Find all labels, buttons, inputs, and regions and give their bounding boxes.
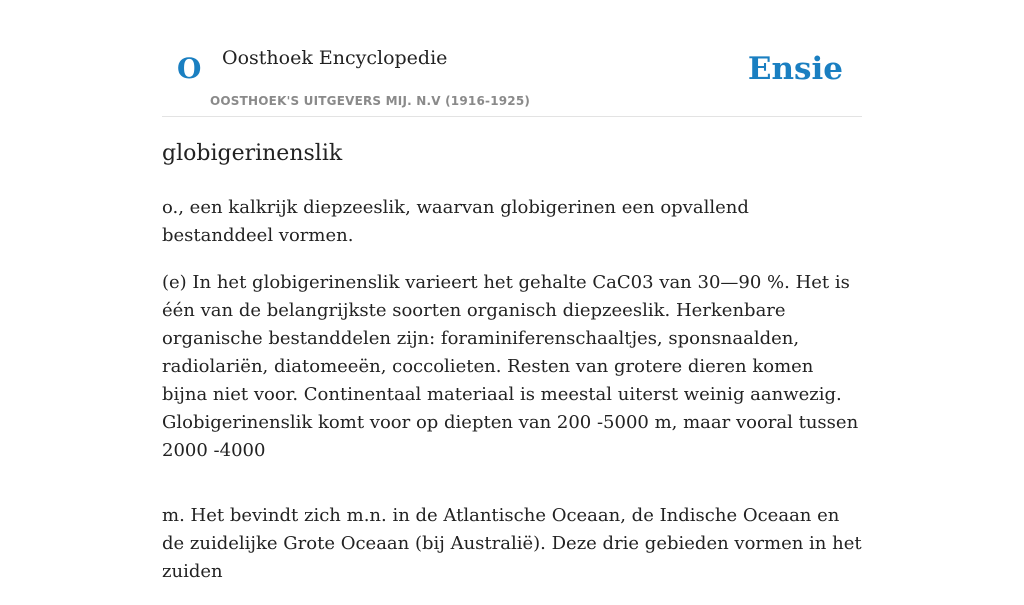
- article-paragraph-definition: o., een kalkrijk diepzeeslik, waarvan globigerinen een opvallend bestanddeel vormen.: [162, 197, 749, 246]
- article-headword: globigerinenslik: [162, 141, 343, 166]
- article-paragraph-details: (e) In het globigerinenslik varieert het gehalte CaC03 van 30—90 %. Het is één van de belangrijkste soorten organisch diepzeeslik. Herkenbare organische bestanddelen zijn: foraminiferenschaaltjes, sponsnaalden, radiolariën, diatomeeën, coccolieten. Resten van grotere dieren komen bijna niet voor. Continentaal materiaal is meestal uiterst weinig aanwezig. Globigerinenslik komt voor op diepten van 200 -5000 m, maar vooral tussen 2000 -4000: [162, 272, 859, 461]
- publisher-subtitle: OOSTHOEK'S UITGEVERS MIJ. N.V (1916-1925): [210, 94, 531, 108]
- book-logo[interactable]: O: [177, 52, 202, 85]
- article-paragraph-continued: m. Het bevindt zich m.n. in de Atlantische Oceaan, de Indische Oceaan en de zuidelijke Grote Oceaan (bij Australië). Deze drie gebieden vormen in het zuiden: [162, 505, 862, 582]
- ensie-logo-link[interactable]: Ensie: [747, 51, 843, 87]
- site-header: [162, 0, 862, 117]
- book-title[interactable]: Oosthoek Encyclopedie: [222, 47, 448, 69]
- article: [162, 136, 862, 605]
